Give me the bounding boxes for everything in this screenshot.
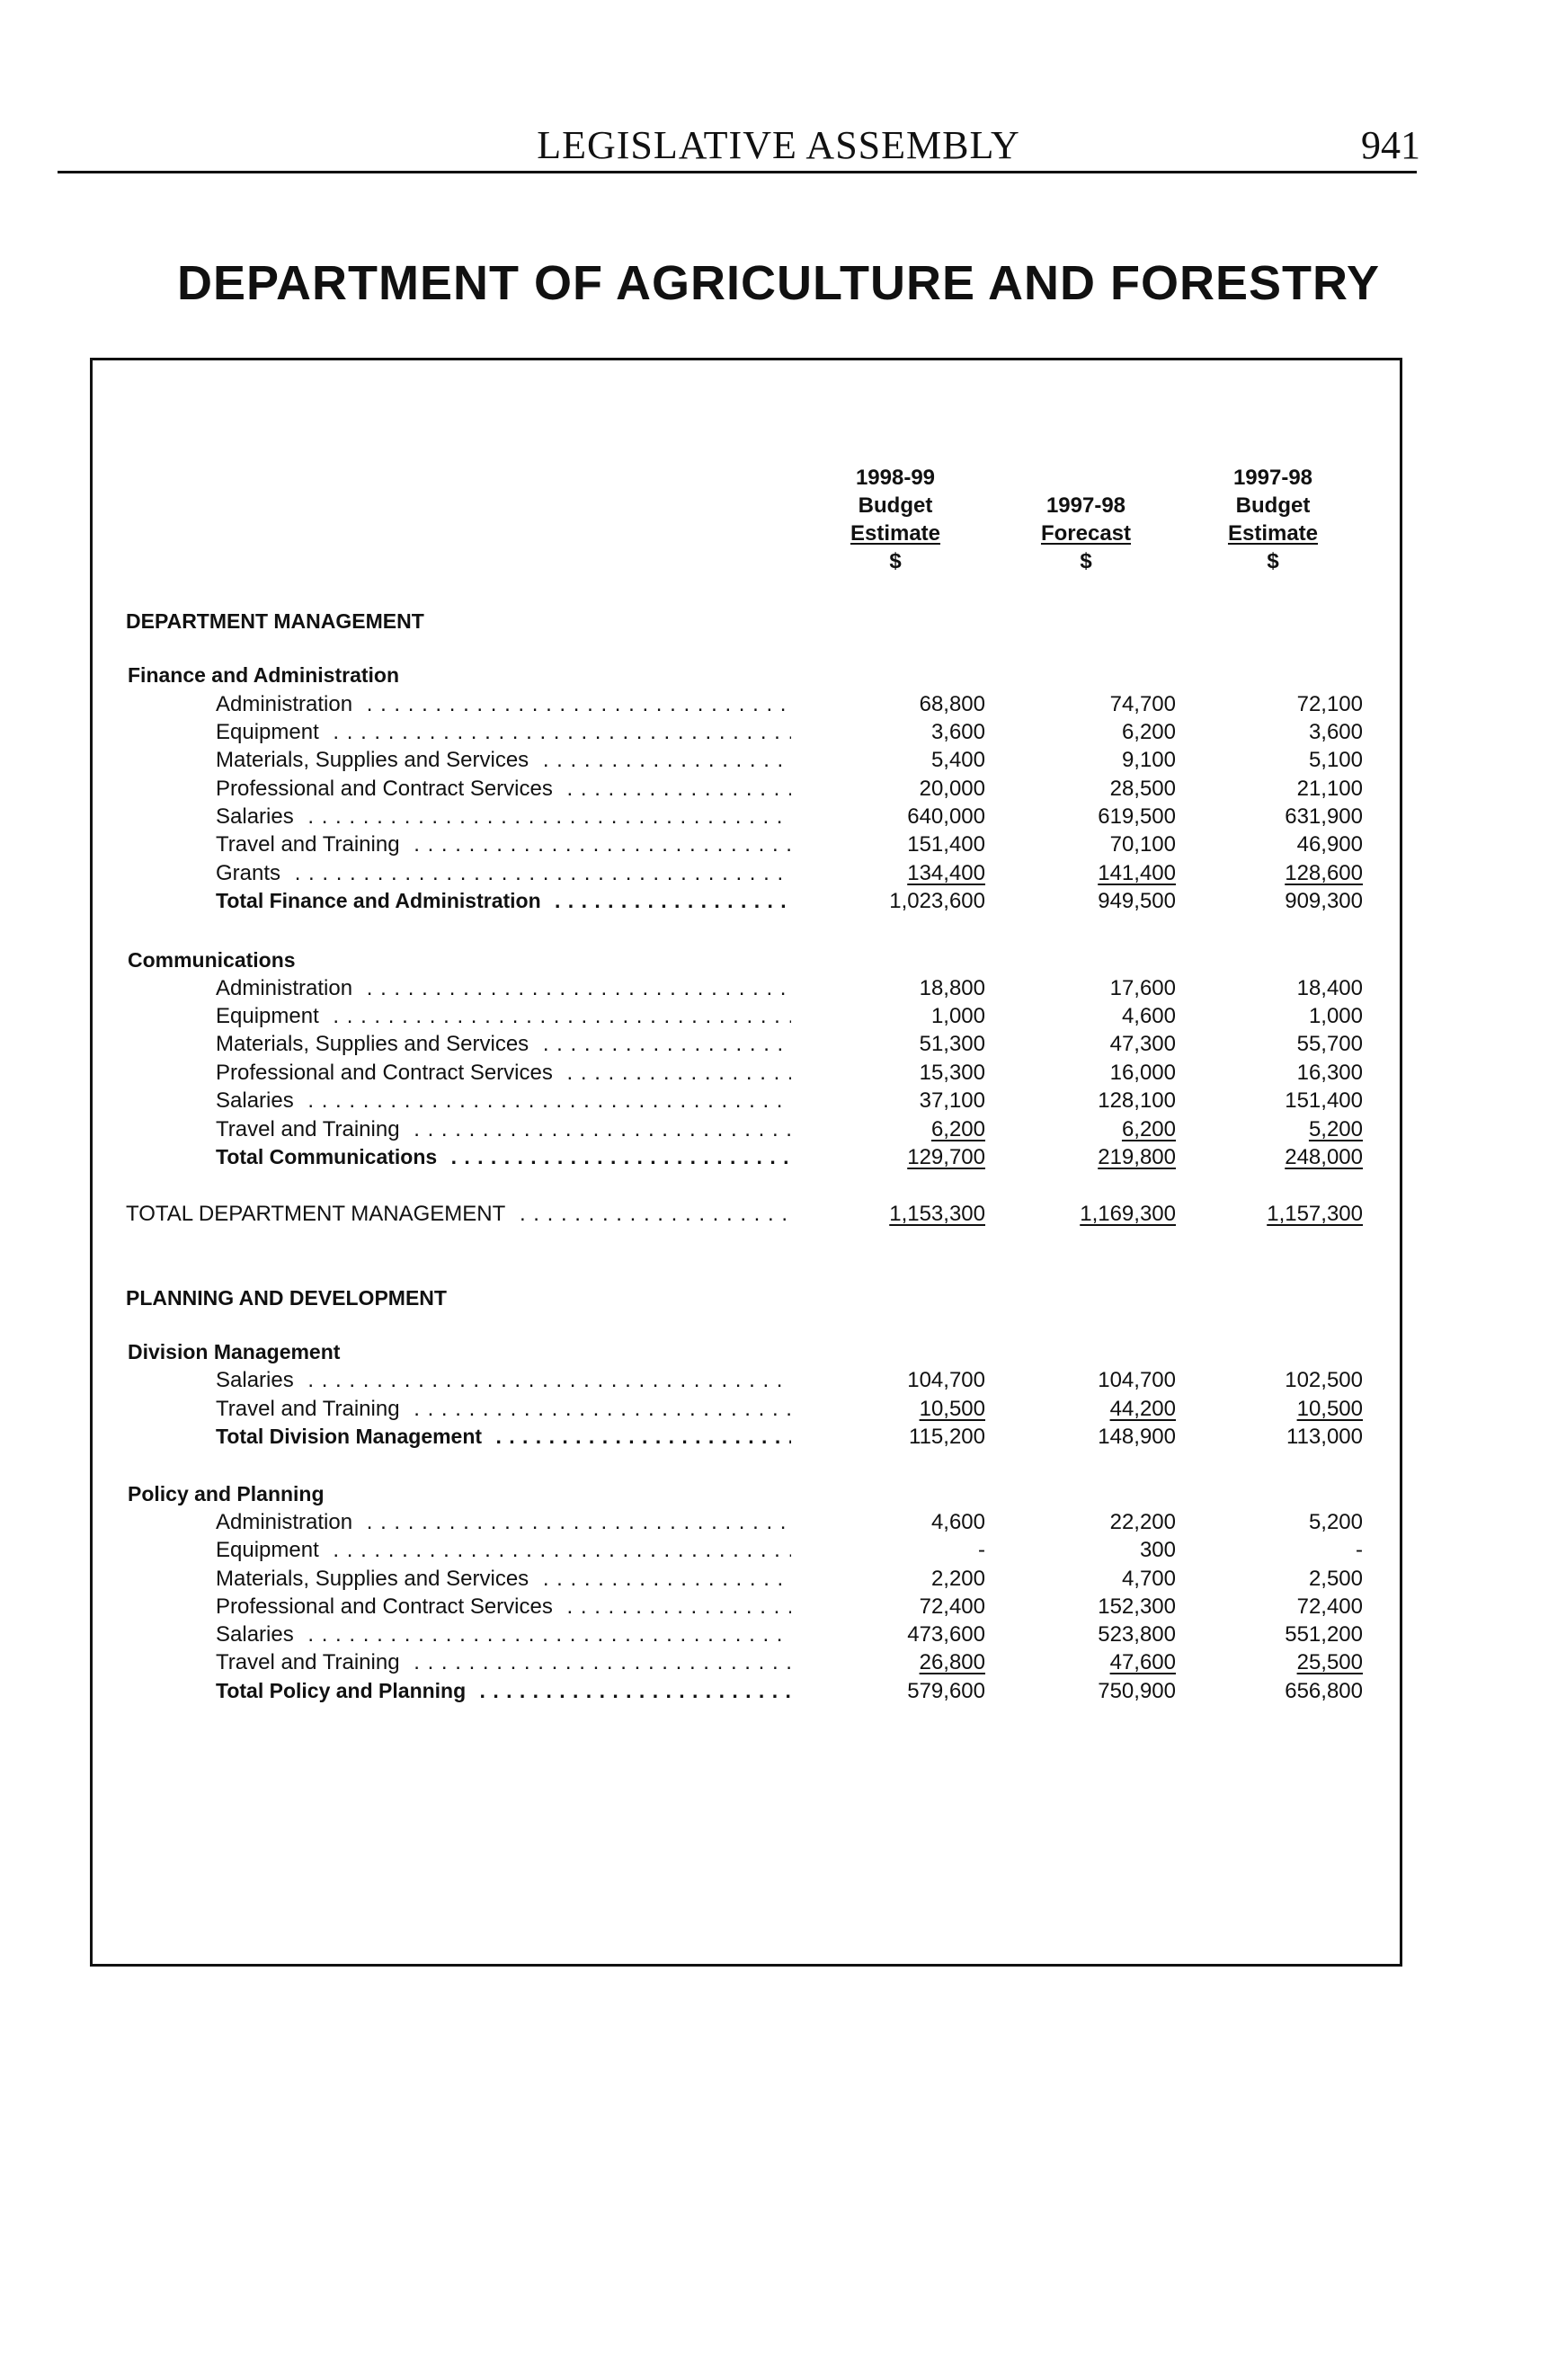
row-label-text: Total Communications [216,1145,444,1168]
section-heading-row [0,608,1557,635]
cell-value: 148,900 [1098,1425,1176,1449]
cell-value: 579,600 [907,1679,985,1703]
table-row [0,718,1557,746]
cell-value: 18,400 [1296,976,1363,1000]
table-row [0,1565,1557,1593]
row-label [126,1284,791,1312]
row-label [216,1593,791,1621]
total-row [0,1677,1557,1705]
row-label [216,690,791,718]
cell-value: 16,300 [1296,1061,1363,1085]
row-label [126,608,791,635]
cell-value: 134,400 [907,861,985,885]
cell-value: 909,300 [1285,889,1363,913]
table-row [0,1508,1557,1536]
cell-value: 44,200 [1109,1397,1176,1421]
table-row [0,1366,1557,1394]
row-label [216,830,791,858]
cell-value: 47,300 [1109,1032,1176,1056]
row-label-text: TOTAL DEPARTMENT MANAGEMENT [126,1202,512,1226]
row-label [216,1508,791,1536]
total-row [0,1200,1557,1228]
row-label-text: Materials, Supplies and Services [216,1567,536,1591]
row-label-text: Communications [128,948,303,972]
row-label-text: Professional and Contract Services [216,1594,560,1619]
cell-value: 631,900 [1285,804,1363,829]
row-label-text: Professional and Contract Services [216,1061,560,1085]
cell-value: 2,500 [1308,1567,1363,1591]
cell-value: 4,600 [1121,1004,1176,1028]
column-header-budget-1997-98 [1174,464,1372,575]
row-label-text: Salaries [216,1088,301,1113]
cell-value: 16,000 [1109,1061,1176,1085]
cell-value: 1,023,600 [889,889,985,913]
cell-value: 18,800 [919,976,985,1000]
row-label [128,1338,791,1366]
cell-value: 2,200 [930,1567,985,1591]
cell-value: 104,700 [907,1368,985,1392]
cell-value: 15,300 [919,1061,985,1085]
row-label-text: Equipment [216,720,326,744]
cell-value: 20,000 [919,777,985,801]
row-label [128,946,791,974]
cell-value: 750,900 [1098,1679,1176,1703]
cell-value: 141,400 [1098,861,1176,885]
cell-value: 104,700 [1098,1368,1176,1392]
row-label [216,746,791,774]
header-rule [58,171,1417,173]
row-label-text: DEPARTMENT MANAGEMENT [126,609,432,633]
cell-value: 72,400 [919,1594,985,1619]
row-label-text: Travel and Training [216,832,407,857]
row-label [216,718,791,746]
row-label-text: PLANNING AND DEVELOPMENT [126,1286,454,1310]
cell-value: 151,400 [907,832,985,857]
table-row [0,1030,1557,1058]
page-number: 941 [1361,123,1420,167]
row-label [216,775,791,803]
cell-value: 129,700 [907,1145,985,1169]
column-header-currency: $ [889,549,902,573]
row-label [216,1366,791,1394]
row-label-text: Materials, Supplies and Services [216,1032,536,1056]
row-label-text: Administration [216,1510,360,1534]
cell-value: 17,600 [1109,976,1176,1000]
table-row [0,830,1557,858]
cell-value: 115,200 [909,1425,985,1449]
cell-value: 72,100 [1296,692,1363,716]
column-header-line1: 1997-98 [1232,466,1313,490]
cell-value: 10,500 [919,1397,985,1421]
row-label [128,662,791,689]
table-row [0,1087,1557,1115]
cell-value: 5,400 [930,748,985,772]
row-label-text: Administration [216,976,360,1000]
table-row [0,775,1557,803]
row-label-text: Total Policy and Planning [216,1679,473,1702]
cell-value: 551,200 [1285,1622,1363,1647]
row-label [216,1059,791,1087]
cell-value: 46,900 [1296,832,1363,857]
row-label [216,859,791,887]
cell-value: 949,500 [1098,889,1176,913]
row-label [216,803,791,830]
cell-value: 37,100 [919,1088,985,1113]
table-row [0,746,1557,774]
row-label [216,1002,791,1030]
row-label-text: Division Management [128,1340,347,1363]
cell-value: 6,200 [1121,1117,1176,1141]
cell-value: 248,000 [1285,1145,1363,1169]
header-title: LEGISLATIVE ASSEMBLY [537,123,1020,167]
row-label-text: Total Division Management [216,1425,489,1448]
section-heading-row [0,946,1557,974]
cell-value: 6,200 [930,1117,985,1141]
row-label-text: Grants [216,861,288,885]
table-row [0,1115,1557,1143]
cell-value: 74,700 [1109,692,1176,716]
cell-value: 300 [1139,1538,1176,1562]
row-label [216,1087,791,1115]
column-header-line2: 1997-98 [1045,493,1126,518]
row-label [216,1030,791,1058]
row-label-text: Professional and Contract Services [216,777,560,801]
section-heading-row [0,1338,1557,1366]
department-title: DEPARTMENT OF AGRICULTURE AND FORESTRY [177,256,1380,310]
cell-value: 1,157,300 [1267,1202,1363,1226]
row-label-text: Finance and Administration [128,663,406,687]
column-header-currency: $ [1267,549,1279,573]
row-label-text: Equipment [216,1538,326,1562]
column-header-line2: Budget [1235,493,1311,518]
cell-value: 6,200 [1121,720,1176,744]
row-label [128,1480,791,1508]
cell-value: 3,600 [930,720,985,744]
cell-value: 51,300 [919,1032,985,1056]
row-label-text: Travel and Training [216,1650,407,1674]
table-row [0,974,1557,1002]
cell-value: 219,800 [1098,1145,1176,1169]
cell-value: 473,600 [907,1622,985,1647]
row-label [216,1621,791,1648]
cell-value: 128,100 [1098,1088,1176,1113]
cell-value: 640,000 [907,804,985,829]
row-label-text: Salaries [216,1622,301,1647]
column-header-forecast-1997-98 [987,492,1185,575]
cell-value: 55,700 [1296,1032,1363,1056]
cell-value: 47,600 [1109,1650,1176,1674]
row-label-text: Administration [216,692,360,716]
cell-value: 1,000 [1308,1004,1363,1028]
row-label [216,1536,791,1564]
row-label [216,1143,791,1171]
row-label [216,1677,791,1705]
column-header-line1: 1998-99 [855,466,936,490]
cell-value: 151,400 [1285,1088,1363,1113]
cell-value: 9,100 [1121,748,1176,772]
cell-value: 619,500 [1098,804,1176,829]
table-row [0,1059,1557,1087]
cell-value: 10,500 [1296,1397,1363,1421]
cell-value: 4,700 [1121,1567,1176,1591]
cell-value: 21,100 [1296,777,1363,801]
cell-value: 5,200 [1308,1117,1363,1141]
row-label [216,887,791,915]
cell-value: - [1356,1538,1363,1562]
row-label-text: Salaries [216,804,301,829]
row-label-text: Materials, Supplies and Services [216,748,536,772]
cell-value: 523,800 [1098,1622,1176,1647]
column-header-budget-1998-99 [796,464,994,575]
row-label-text: Travel and Training [216,1397,407,1421]
cell-value: 5,100 [1308,748,1363,772]
table-row [0,1593,1557,1621]
total-row [0,1423,1557,1451]
row-label [216,1565,791,1593]
row-label-text: Travel and Training [216,1117,407,1141]
cell-value: 102,500 [1285,1368,1363,1392]
cell-value: - [978,1538,985,1562]
cell-value: 68,800 [919,692,985,716]
cell-value: 128,600 [1285,861,1363,885]
cell-value: 1,000 [930,1004,985,1028]
cell-value: 72,400 [1296,1594,1363,1619]
row-label-text: Salaries [216,1368,301,1392]
total-row [0,887,1557,915]
row-label [126,1200,791,1228]
table-row [0,1002,1557,1030]
cell-value: 5,200 [1308,1510,1363,1534]
row-label [216,1423,791,1451]
column-header-line3: Estimate [1227,521,1319,546]
table-row [0,859,1557,887]
table-row [0,1648,1557,1676]
table-row [0,690,1557,718]
table-row [0,1536,1557,1564]
column-header-line3: Forecast [1040,521,1132,546]
cell-value: 70,100 [1109,832,1176,857]
cell-value: 26,800 [919,1650,985,1674]
cell-value: 656,800 [1285,1679,1363,1703]
row-label [216,974,791,1002]
cell-value: 22,200 [1109,1510,1176,1534]
row-label-text: Total Finance and Administration [216,889,548,912]
cell-value: 3,600 [1308,720,1363,744]
cell-value: 28,500 [1109,777,1176,801]
column-header-currency: $ [1080,549,1092,573]
table-row [0,1395,1557,1423]
section-heading-row [0,1480,1557,1508]
cell-value: 1,169,300 [1080,1202,1176,1226]
cell-value: 152,300 [1098,1594,1176,1619]
row-label-text: Policy and Planning [128,1482,332,1505]
row-label [216,1648,791,1676]
section-heading-row [0,662,1557,689]
cell-value: 1,153,300 [889,1202,985,1226]
column-header-line3: Estimate [850,521,941,546]
row-label [216,1115,791,1143]
row-label [216,1395,791,1423]
column-header-line2: Budget [858,493,933,518]
cell-value: 113,000 [1286,1425,1363,1449]
row-label-text: Equipment [216,1004,326,1028]
total-row [0,1143,1557,1171]
table-row [0,803,1557,830]
section-heading-row [0,1284,1557,1312]
cell-value: 25,500 [1296,1650,1363,1674]
table-row [0,1621,1557,1648]
cell-value: 4,600 [930,1510,985,1534]
